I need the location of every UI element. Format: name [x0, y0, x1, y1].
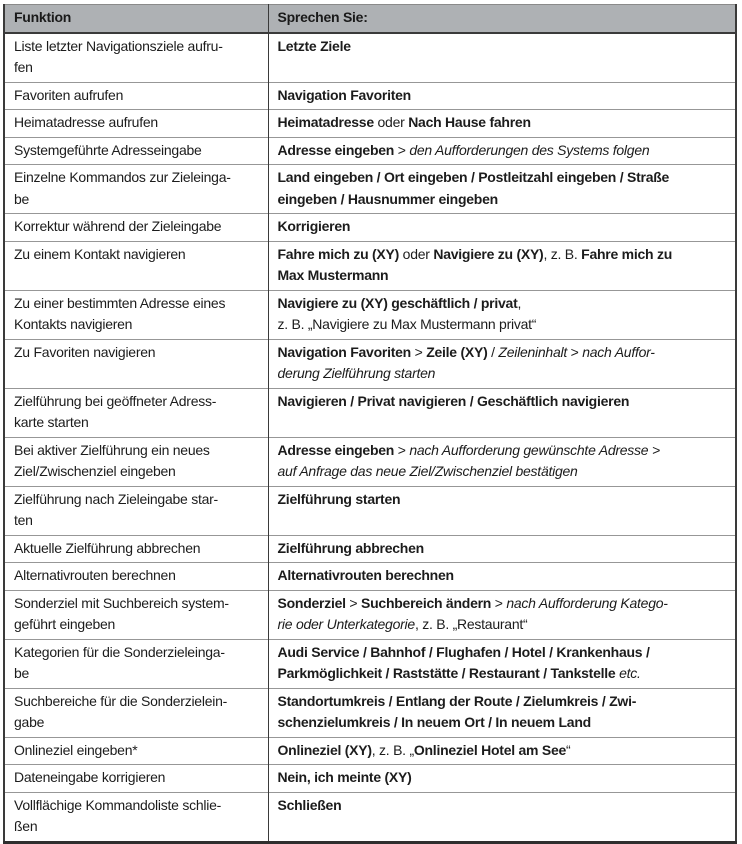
voice-command-text: schenzielumkreis / In neuem Ort / In neuem Land [277, 714, 591, 730]
table-header-row [4, 5, 736, 33]
table-row [4, 792, 736, 842]
voice-command-text: Zeile (XY) [426, 343, 488, 360]
function-cell: Zielführung nach Zieleingabe star- ten [4, 486, 268, 535]
command-cell [268, 590, 736, 639]
plain-text: , z. B. „Restaurant“ [414, 616, 528, 632]
voice-command-text: Alternativrouten berechnen [277, 567, 454, 583]
voice-command-text: Nein, ich meinte (XY) [277, 769, 412, 785]
table-row [4, 437, 736, 486]
table-row [4, 765, 736, 793]
command-cell [268, 241, 736, 290]
voice-command-text: Nach Hause fahren [408, 114, 531, 130]
plain-text: > [394, 441, 410, 458]
table-row [4, 535, 736, 563]
plain-text: oder [399, 245, 434, 262]
plain-text: , z. B. [543, 245, 582, 262]
function-cell: Favoriten aufrufen [4, 82, 268, 110]
voice-command-table [3, 4, 737, 844]
command-cell [268, 688, 736, 737]
function-cell: Systemgeführte Adresseingabe [4, 137, 268, 165]
command-cell [268, 765, 736, 793]
plain-text: “ [566, 741, 571, 758]
table-row [4, 241, 736, 290]
function-cell: Aktuelle Zielführung abbrechen [4, 535, 268, 563]
function-cell: Zielführung bei geöffneter Adress- karte starten [4, 388, 268, 437]
table-row [4, 590, 736, 639]
plain-text: , [517, 294, 522, 311]
voice-command-text: Schließen [277, 796, 342, 813]
plain-text: > [410, 343, 427, 360]
column-header-funktion: Funktion [4, 5, 268, 33]
function-cell: Bei aktiver Zielführung ein neues Ziel/Zwischenziel eingeben [4, 437, 268, 486]
table-row [4, 563, 736, 591]
command-cell [268, 137, 736, 165]
plain-text: / [487, 343, 499, 360]
voice-command-text: Sonderziel [277, 594, 346, 611]
plain-text: > [394, 141, 410, 158]
table-row [4, 110, 736, 138]
voice-command-text: Korrigieren [277, 218, 351, 234]
system-prompt-text: etc. [619, 665, 641, 681]
table-row [4, 639, 736, 688]
function-cell: Alternativrouten berechnen [4, 563, 268, 591]
voice-command-text: Adresse eingeben [277, 441, 395, 458]
table-row [4, 688, 736, 737]
system-prompt-text: auf Anfrage das neue Ziel/Zwischenziel bestätigen [277, 463, 578, 479]
command-cell [268, 792, 736, 842]
system-prompt-text: rie oder Unterkategorie [277, 616, 415, 632]
voice-command-text: Standortumkreis / Entlang der Route / Zielumkreis / Zwi- [277, 692, 637, 709]
table-body [4, 33, 736, 843]
function-cell: Sonderziel mit Suchbereich system- geführt eingeben [4, 590, 268, 639]
voice-command-text: Navigieren / Privat navigieren / Geschäftlich navigieren [277, 392, 630, 409]
voice-command-text: Max Mustermann [277, 267, 389, 283]
command-cell [268, 486, 736, 535]
table-row [4, 737, 736, 765]
voice-command-text: Letzte Ziele [277, 37, 351, 54]
function-cell: Kategorien für die Sonderzieleinga- be [4, 639, 268, 688]
table-row [4, 33, 736, 83]
system-prompt-text: nach Aufforderung gewünschte Adresse > [409, 441, 660, 458]
voice-command-text: Fahre mich zu (XY) [277, 245, 400, 262]
voice-command-text: Land eingeben / Ort eingeben / Postleitzahl eingeben / Straße [277, 169, 670, 185]
plain-text: , z. B. „ [371, 741, 414, 758]
voice-command-text: Navigation Favoriten [277, 343, 411, 360]
command-cell [268, 165, 736, 214]
voice-command-text: Zielführung abbrechen [277, 539, 424, 556]
plain-text: oder [373, 114, 409, 130]
plain-text: z. B. „Navigiere zu Max Mustermann privat“ [277, 316, 537, 332]
table-row [4, 486, 736, 535]
function-cell: Zu einer bestimmten Adresse eines Kontakts navigieren [4, 290, 268, 339]
table-row [4, 165, 736, 214]
command-cell [268, 110, 736, 138]
table-header [4, 5, 736, 33]
command-cell [268, 437, 736, 486]
voice-command-text: Onlineziel (XY) [277, 741, 372, 758]
system-prompt-text: Zeileninhalt [498, 343, 568, 360]
voice-command-text: Navigiere zu (XY) [433, 245, 544, 262]
voice-command-text: Zielführung starten [277, 490, 401, 507]
table-row [4, 339, 736, 388]
column-header-sprechen-sie: Sprechen Sie: [268, 5, 736, 33]
function-cell: Heimatadresse aufrufen [4, 110, 268, 138]
command-cell [268, 563, 736, 591]
system-prompt-text: derung Zielführung starten [277, 365, 436, 381]
command-cell [268, 639, 736, 688]
plain-text: > [491, 594, 507, 611]
function-cell: Einzelne Kommandos zur Zieleinga- be [4, 165, 268, 214]
voice-command-text: Suchbereich ändern [361, 594, 492, 611]
function-cell: Zu einem Kontakt navigieren [4, 241, 268, 290]
voice-command-text: Navigation Favoriten [277, 86, 411, 103]
command-cell [268, 339, 736, 388]
command-cell [268, 33, 736, 83]
command-cell [268, 82, 736, 110]
voice-command-text: eingeben / Hausnummer eingeben [277, 190, 498, 207]
table-row [4, 137, 736, 165]
plain-text: > [345, 594, 362, 611]
command-cell [268, 535, 736, 563]
table-row [4, 290, 736, 339]
command-cell [268, 290, 736, 339]
function-cell: Vollflächige Kommandoliste schlie- ßen [4, 792, 268, 842]
voice-command-text: Fahre mich zu [581, 245, 673, 262]
function-cell: Onlineziel eingeben* [4, 737, 268, 765]
voice-command-text: Adresse eingeben [277, 141, 395, 158]
voice-command-text: Onlineziel Hotel am See [413, 741, 567, 758]
function-cell: Suchbereiche für die Sonderzielein- gabe [4, 688, 268, 737]
system-prompt-text: nach Aufforderung Katego- [506, 594, 668, 611]
command-cell [268, 388, 736, 437]
system-prompt-text: nach Auffor- [582, 343, 655, 360]
table-row [4, 388, 736, 437]
command-cell [268, 737, 736, 765]
voice-command-text: Parkmöglichkeit / Raststätte / Restaurant / Tankstelle [277, 665, 616, 681]
command-cell [268, 214, 736, 242]
function-cell: Korrektur während der Zieleingabe [4, 214, 268, 242]
table-row [4, 214, 736, 242]
function-cell: Liste letzter Navigationsziele aufru- fen [4, 33, 268, 83]
voice-command-text: Audi Service / Bahnhof / Flughafen / Hotel / Krankenhaus / [277, 643, 650, 660]
voice-command-text: Navigiere zu (XY) geschäftlich / privat [277, 294, 518, 311]
function-cell: Zu Favoriten navigieren [4, 339, 268, 388]
system-prompt-text: den Aufforderungen des Systems folgen [409, 141, 650, 158]
table-row [4, 82, 736, 110]
function-cell: Dateneingabe korrigieren [4, 765, 268, 793]
voice-command-text: Heimatadresse [277, 114, 374, 130]
plain-text: > [567, 343, 583, 360]
